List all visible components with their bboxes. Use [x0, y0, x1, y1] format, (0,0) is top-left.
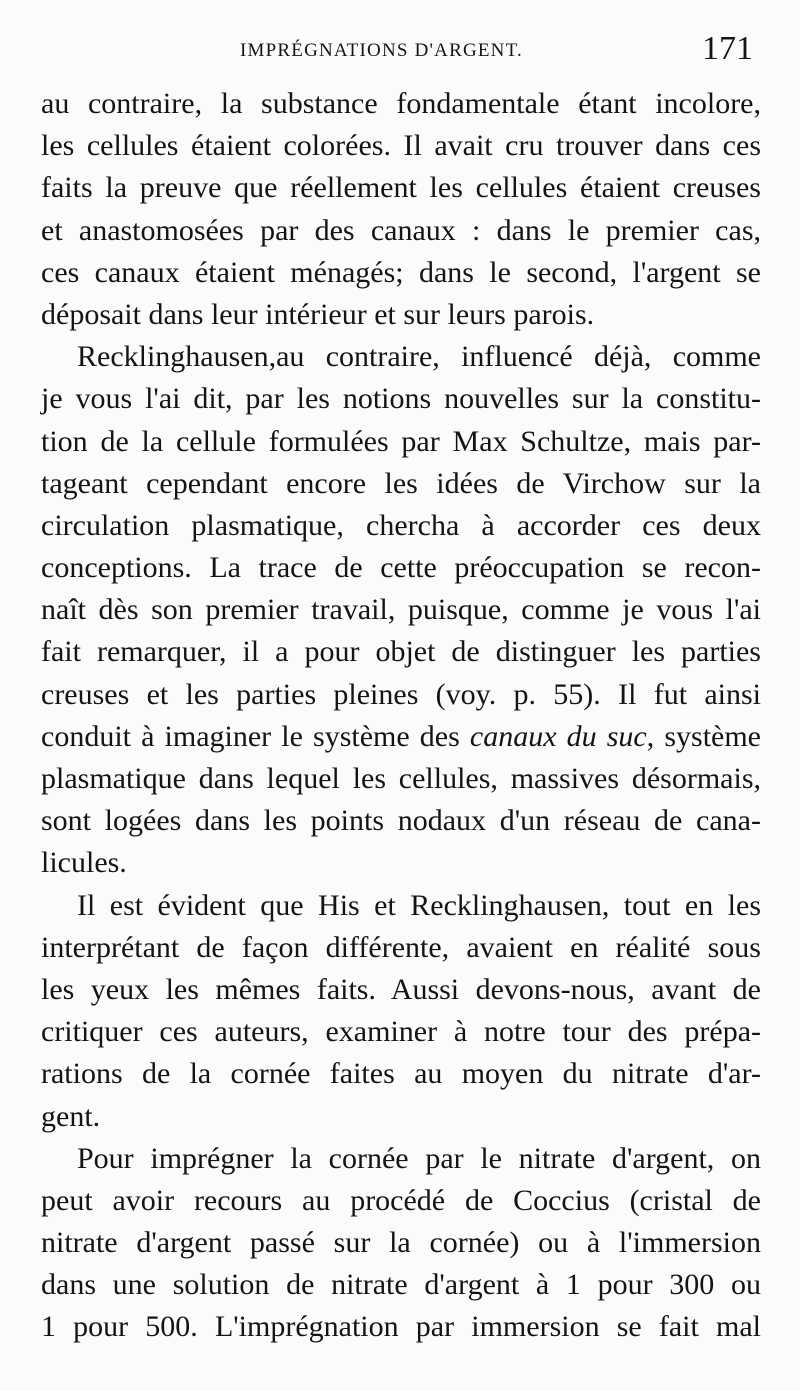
text-line: nitrate d'argent passé sur la cornée) ou à l'immersion: [41, 1226, 761, 1260]
text-line: creuses et les parties pleines (voy. p. 55). Il fut ainsi: [41, 677, 761, 711]
text-line: dans une solution de nitrate d'argent à 1 pour 300 ou: [41, 1268, 761, 1302]
text-line: Il est évident que His et Recklinghausen, tout en les: [77, 888, 761, 922]
text-line: et anastomosées par des canaux : dans le premier cas,: [41, 213, 761, 247]
text-line: Recklinghausen,au contraire, influencé déjà, comme: [77, 340, 761, 374]
text-line: peut avoir recours au procédé de Coccius (cristal de: [41, 1183, 761, 1217]
text-segment: , système: [646, 719, 761, 753]
text-line: conceptions. La trace de cette préoccupation se recon-: [41, 551, 761, 585]
text-line: ces canaux étaient ménagés; dans le second, l'argent se: [41, 255, 761, 289]
text-line: interprétant de façon différente, avaient en réalité sous: [41, 930, 761, 964]
text-line: Pour imprégner la cornée par le nitrate d'argent, on: [77, 1141, 761, 1175]
page-number: 171: [702, 30, 753, 67]
text-line: critiquer ces auteurs, examiner à notre tour des prépa-: [41, 1015, 761, 1049]
text-line: faits la preuve que réellement les cellules étaient creuses: [41, 171, 761, 205]
running-title: IMPRÉGNATIONS D'ARGENT.: [240, 40, 523, 61]
text-line: licules.: [41, 846, 127, 880]
text-line: 1 pour 500. L'imprégnation par immersion se fait mal: [41, 1310, 761, 1344]
text-segment: conduit à imaginer le système des: [41, 719, 470, 753]
italic-term: canaux du suc: [469, 719, 647, 753]
body-text: [41, 83, 761, 1349]
text-line: gent.: [41, 1099, 101, 1133]
text-line: les yeux les mêmes faits. Aussi devons-nous, avant de: [41, 972, 761, 1006]
text-line: je vous l'ai dit, par les notions nouvelles sur la constitu-: [41, 382, 761, 416]
text-line: naît dès son premier travail, puisque, comme je vous l'ai: [41, 593, 761, 627]
text-line: sont logées dans les points nodaux d'un réseau de cana-: [41, 804, 761, 838]
text-line: fait remarquer, il a pour objet de distinguer les parties: [41, 635, 761, 669]
text-line: tion de la cellule formulées par Max Schultze, mais par-: [41, 424, 761, 458]
running-head: [0, 30, 800, 70]
text-line: plasmatique dans lequel les cellules, massives désormais,: [41, 762, 761, 795]
text-line: les cellules étaient colorées. Il avait cru trouver dans ces: [41, 129, 761, 163]
text-line: circulation plasmatique, chercha à accorder ces deux: [41, 508, 761, 542]
text-line: rations de la cornée faites au moyen du nitrate d'ar-: [41, 1057, 761, 1091]
text-line: déposait dans leur intérieur et sur leurs parois.: [41, 297, 595, 331]
text-line: au contraire, la substance fondamentale étant incolore,: [41, 87, 761, 120]
text-line: tageant cependant encore les idées de Virchow sur la: [41, 466, 761, 500]
text-line: [41, 716, 761, 758]
